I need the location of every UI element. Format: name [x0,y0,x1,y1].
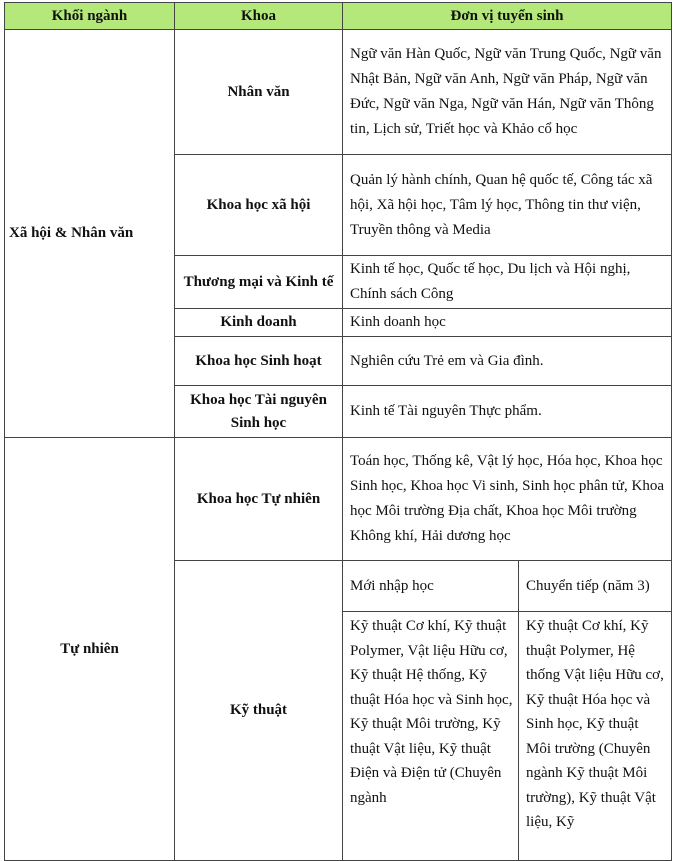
units-living-science: Nghiên cứu Trẻ em và Gia đình. [343,337,672,386]
department-social-sciences: Khoa học xã hội [175,155,343,256]
group-social-humanities: Xã hội & Nhân văn [5,30,175,438]
department-commerce-economics: Thương mại và Kinh tế [175,256,343,309]
department-humanities: Nhân văn [175,30,343,155]
units-commerce-economics: Kinh tế học, Quốc tế học, Du lịch và Hội nghị, Chính sách Công [343,256,672,309]
units-business: Kinh doanh học [343,309,672,337]
header-row [5,3,672,30]
department-engineering: Kỹ thuật [175,561,343,861]
units-engineering-new [343,612,519,861]
units-engineering-new-text: Kỹ thuật Cơ khí, Kỹ thuật Polymer, Vật liệu Hữu cơ, Kỹ thuật Hệ thống, Kỹ thuật Hóa học và Sinh học, Kỹ thuật Môi trường, Kỹ thuật Vật liệu, Kỹ thuật Điện và Điện tử (Chuyên ngành [350,618,513,806]
units-engineering-transfer-text: Kỹ thuật Cơ khí, Kỹ thuật Polymer, Hệ thống Vật liệu Hữu cơ, Kỹ thuật Hóa học và Sinh học, Kỹ thuật Môi trường (Chuyên ngành Kỹ thuật Môi trường), Kỹ thuật Vật liệu, Kỹ [526,618,664,830]
units-engineering-transfer [519,612,672,861]
units-natural-sciences: Toán học, Thống kê, Vật lý học, Hóa học, Khoa học Sinh học, Khoa học Vi sinh, Sinh học phân tử, Khoa học Môi trường Địa chất, Khoa học Môi trường Không khí, Hải dương học [343,438,672,561]
department-business: Kinh doanh [175,309,343,337]
group-natural: Tự nhiên [5,438,175,861]
admissions-table [4,2,672,861]
department-natural-sciences: Khoa học Tự nhiên [175,438,343,561]
table-row [5,438,672,561]
header-group: Khối ngành [5,3,175,30]
units-social-sciences: Quản lý hành chính, Quan hệ quốc tế, Công tác xã hội, Xã hội học, Tâm lý học, Thông tin thư viện, Truyền thông và Media [343,155,672,256]
department-bioresources: Khoa học Tài nguyên Sinh học [175,386,343,438]
units-humanities: Ngữ văn Hàn Quốc, Ngữ văn Trung Quốc, Ngữ văn Nhật Bản, Ngữ văn Anh, Ngữ văn Pháp, Ngữ văn Đức, Ngữ văn Nga, Ngữ văn Hán, Ngữ văn Thông tin, Lịch sử, Triết học và Khảo cổ học [343,30,672,155]
units-bioresources: Kinh tế Tài nguyên Thực phẩm. [343,386,672,438]
department-living-science: Khoa học Sinh hoạt [175,337,343,386]
table-row [5,30,672,155]
subheader-new-admission: Mới nhập học [343,561,519,612]
subheader-transfer: Chuyển tiếp (năm 3) [519,561,672,612]
header-admission-units: Đơn vị tuyển sinh [343,3,672,30]
header-department: Khoa [175,3,343,30]
